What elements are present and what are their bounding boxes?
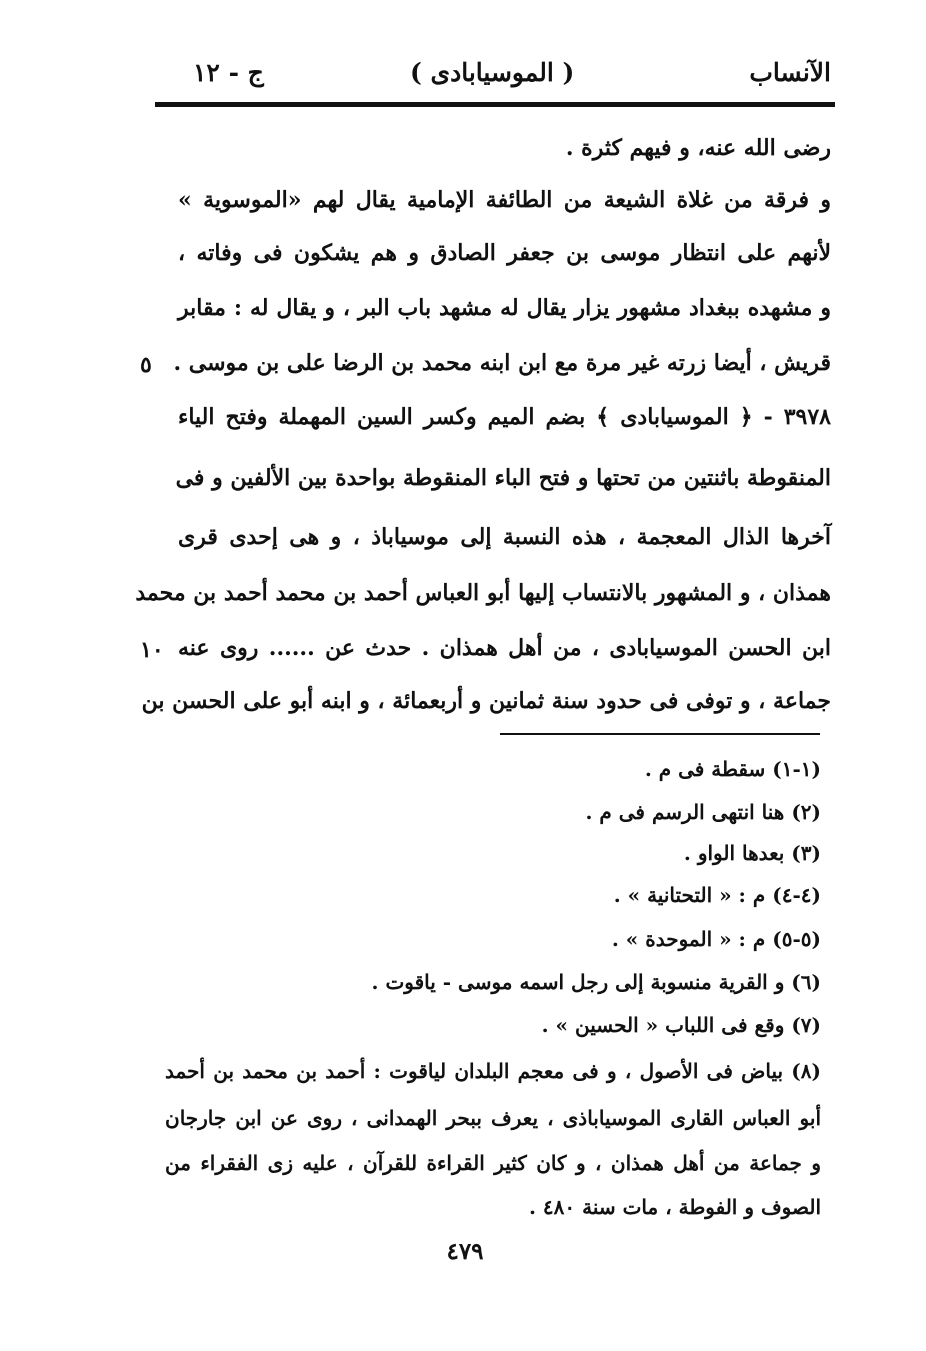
running-header-title: الآنساب: [749, 58, 831, 87]
footnote-1: (١-١) سقطة فى م .: [644, 757, 821, 781]
footnote-3: (٣) بعدها الواو .: [683, 841, 821, 865]
body-line-3: لأنهم على انتظار موسى بن جعفر الصادق و هم يشكون فى وفاته ،: [178, 240, 831, 266]
footnote-8-line-4: الصوف و الفوطة ، مات سنة ٤٨٠ .: [528, 1195, 821, 1219]
footnote-8-line-3: و جماعة من أهل همذان ، و كان كثير القراءة للقرآن ، عليه زى الفقراء من: [165, 1151, 821, 1175]
body-line-5: قريش ، أيضا زرته غير مرة مع ابن ابنه محمد بن الرضا على بن موسى .: [173, 350, 831, 376]
footnote-6: (٦) و القرية منسوبة إلى رجل اسمه موسى - ياقوت .: [371, 970, 821, 994]
body-line-11: جماعة ، و توفى فى حدود سنة ثمانين و أربعمائة ، و ابنه أبو على الحسن بن: [141, 688, 831, 714]
body-line-1: رضى الله عنه، و فيهم كثرة .: [565, 135, 831, 161]
body-line-6-entry: ٣٩٧٨ - ﴿ الموسيابادى ﴾ بضم الميم وكسر السين المهملة وفتح الياء: [178, 404, 831, 430]
margin-line-number-5: ٥: [140, 352, 152, 378]
footnote-8-line-1: (٨) بياض فى الأصول ، و فى معجم البلدان لياقوت : أحمد بن محمد بن أحمد: [165, 1059, 821, 1083]
running-header-section: ( الموسيابادى ): [410, 58, 575, 87]
footnote-2: (٢) هنا انتهى الرسم فى م .: [585, 800, 821, 824]
page-number: ٤٧٩: [446, 1238, 484, 1265]
body-line-7: المنقوطة باثنتين من تحتها و فتح الباء المنقوطة بواحدة بين الألفين و فى: [175, 465, 831, 491]
footnote-rule: [500, 733, 820, 735]
running-header-volume: ج - ١٢: [193, 58, 264, 87]
footnote-5: (٥-٥) م : « الموحدة » .: [611, 927, 821, 951]
body-line-8: آخرها الذال المعجمة ، هذه النسبة إلى موسياباذ ، و هى إحدى قرى: [178, 524, 831, 550]
body-line-10: ابن الحسن الموسيابادى ، من أهل همذان . حدث عن ...... روى عنه: [178, 635, 831, 661]
footnote-7: (٧) وقع فى اللباب « الحسين » .: [541, 1013, 821, 1037]
header-rule: [155, 102, 835, 107]
footnote-8-line-2: أبو العباس القارى الموسياباذى ، يعرف ببحر الهمدانى ، روى عن ابن جارجان: [165, 1106, 821, 1130]
body-line-2: و فرقة من غلاة الشيعة من الطائفة الإمامية يقال لهم «الموسوية »: [178, 187, 831, 213]
footnote-4: (٤-٤) م : « التحتانية » .: [613, 883, 821, 907]
body-line-4: و مشهده ببغداد مشهور يزار يقال له مشهد باب البر ، و يقال له : مقابر: [178, 295, 831, 321]
body-line-9: همذان ، و المشهور بالانتساب إليها أبو العباس أحمد بن محمد أحمد بن محمد: [135, 580, 831, 606]
margin-line-number-10: ١٠: [140, 637, 164, 663]
